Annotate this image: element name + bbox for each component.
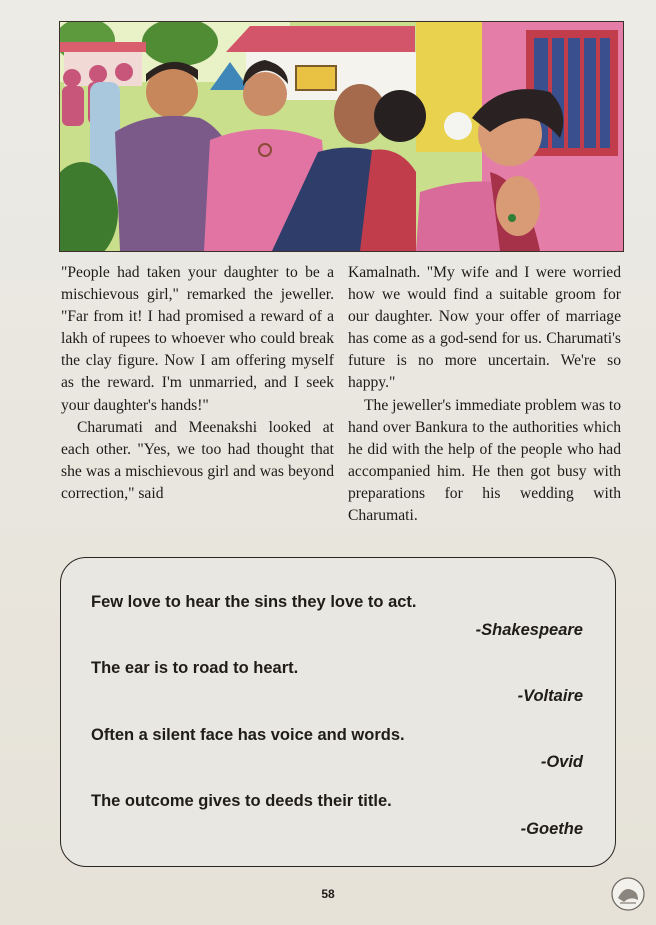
quotes-box bbox=[60, 557, 616, 867]
story-paragraph: The jeweller's immediate problem was to hand over Bankura to the authorities which he did with the help of the people who had accompanied him. He then got busy with preparations for his wedding with Charumati. bbox=[348, 396, 621, 525]
story-paragraph: Charumati and Meenakshi looked at each other. "Yes, we too had thought that she was a mischievous girl and was beyond correction," said bbox=[61, 418, 334, 502]
quote-author: -Ovid bbox=[540, 753, 583, 771]
story-column-left bbox=[61, 262, 334, 505]
quote-text: Few love to hear the sins they love to act. bbox=[91, 593, 417, 611]
story-paragraph: "People had taken your daughter to be a mischievous girl," remarked the jeweller. "Far from it! I had promised a reward of a lakh of rupees to whoever who could break the clay figure. Now I am offering myself as the reward. I'm unmarried, and I seek your daughter's hands!" bbox=[61, 264, 334, 414]
quote-text: The ear is to road to heart. bbox=[91, 659, 299, 677]
publisher-logo-icon bbox=[610, 876, 646, 912]
story-column-right bbox=[348, 262, 621, 527]
quote-text: The outcome gives to deeds their title. bbox=[91, 792, 392, 810]
quote-author: -Voltaire bbox=[517, 687, 583, 705]
page-number: 58 bbox=[321, 887, 335, 901]
story-paragraph: Kamalnath. "My wife and I were worried how we would find a suitable groom for our daughter. Now your offer of marriage has come as a god-send for us. Charumati's future is no more uncertain. We're so happy." bbox=[348, 264, 621, 392]
quote-author: -Shakespeare bbox=[475, 621, 583, 639]
quote-text: Often a silent face has voice and words. bbox=[91, 726, 405, 744]
quote-author: -Goethe bbox=[520, 820, 583, 838]
illustration-scene bbox=[60, 22, 623, 251]
story-illustration bbox=[59, 21, 624, 252]
